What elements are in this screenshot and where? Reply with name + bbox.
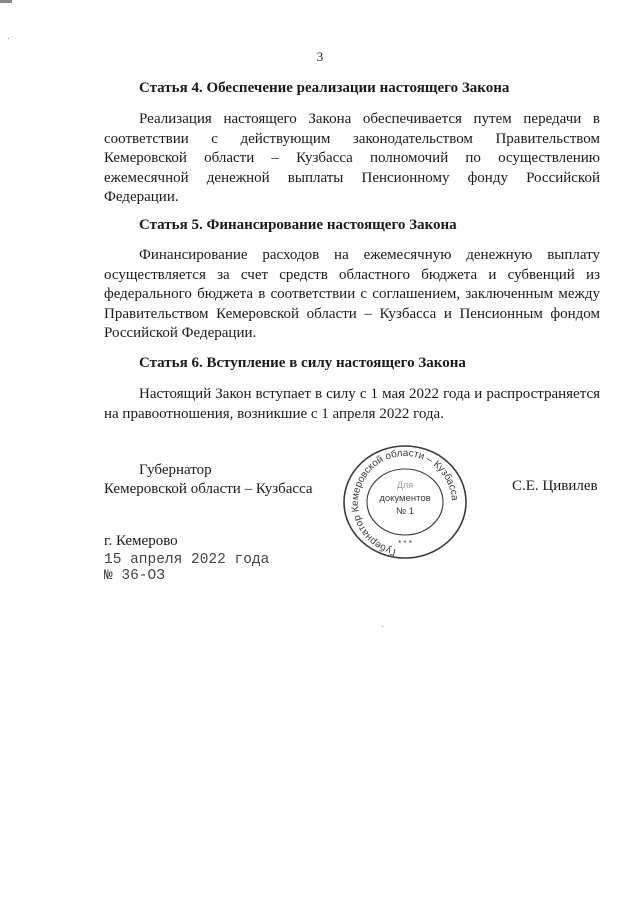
article-5-heading: Статья 5. Финансирование настоящего Закона	[139, 217, 457, 233]
article-6-heading: Статья 6. Вступление в силу настоящего Закона	[139, 355, 466, 371]
scan-speck	[8, 38, 9, 39]
article-5-text: Финансирование расходов на ежемесячную денежную выплату осуществляется за счет средств областного бюджета и субвенций из федерального бюджета в соответствии с соглашением, заключенным между Правительством Кемеровской области – Кузбасса и Пенсионным фондом Российской Федерации.	[104, 247, 600, 341]
article-4-heading: Статья 4. Обеспечение реализации настоящего Закона	[139, 80, 510, 96]
scan-speck	[382, 626, 383, 627]
signatory-name: С.Е. Цивилев	[512, 478, 598, 494]
article-4-text: Реализация настоящего Закона обеспечивается путем передачи в соответствии с действующим законодательством Правительством Кемеровской области – Кузбасса полномочий по осуществлению ежемесячной денежной выплаты Пенсионному фонду Российской Федерации.	[104, 111, 600, 205]
law-number: № 36-ОЗ	[104, 568, 165, 584]
city: г. Кемерово	[104, 533, 178, 549]
stamp-ring-text: Губернатор Кемеровской области – Кузбасса	[349, 447, 460, 558]
official-stamp	[340, 442, 470, 562]
signatory-title-line1: Губернатор	[139, 462, 212, 478]
scan-edge-mark	[0, 0, 12, 3]
page-number: 3	[316, 49, 324, 64]
signatory-title-line2: Кемеровской области – Кузбасса	[104, 481, 313, 497]
stamp-center-line3: № 1	[395, 506, 415, 517]
stamp-center-line1: Для	[396, 480, 414, 490]
article-6-text: Настоящий Закон вступает в силу с 1 мая 2022 года и распространяется на правоотношения, возникшие с 1 апреля 2022 года.	[104, 386, 600, 422]
stamp-stars: * * *	[398, 539, 412, 548]
stamp-center-line2: документов	[379, 493, 431, 504]
law-date: 15 апреля 2022 года	[104, 552, 270, 568]
